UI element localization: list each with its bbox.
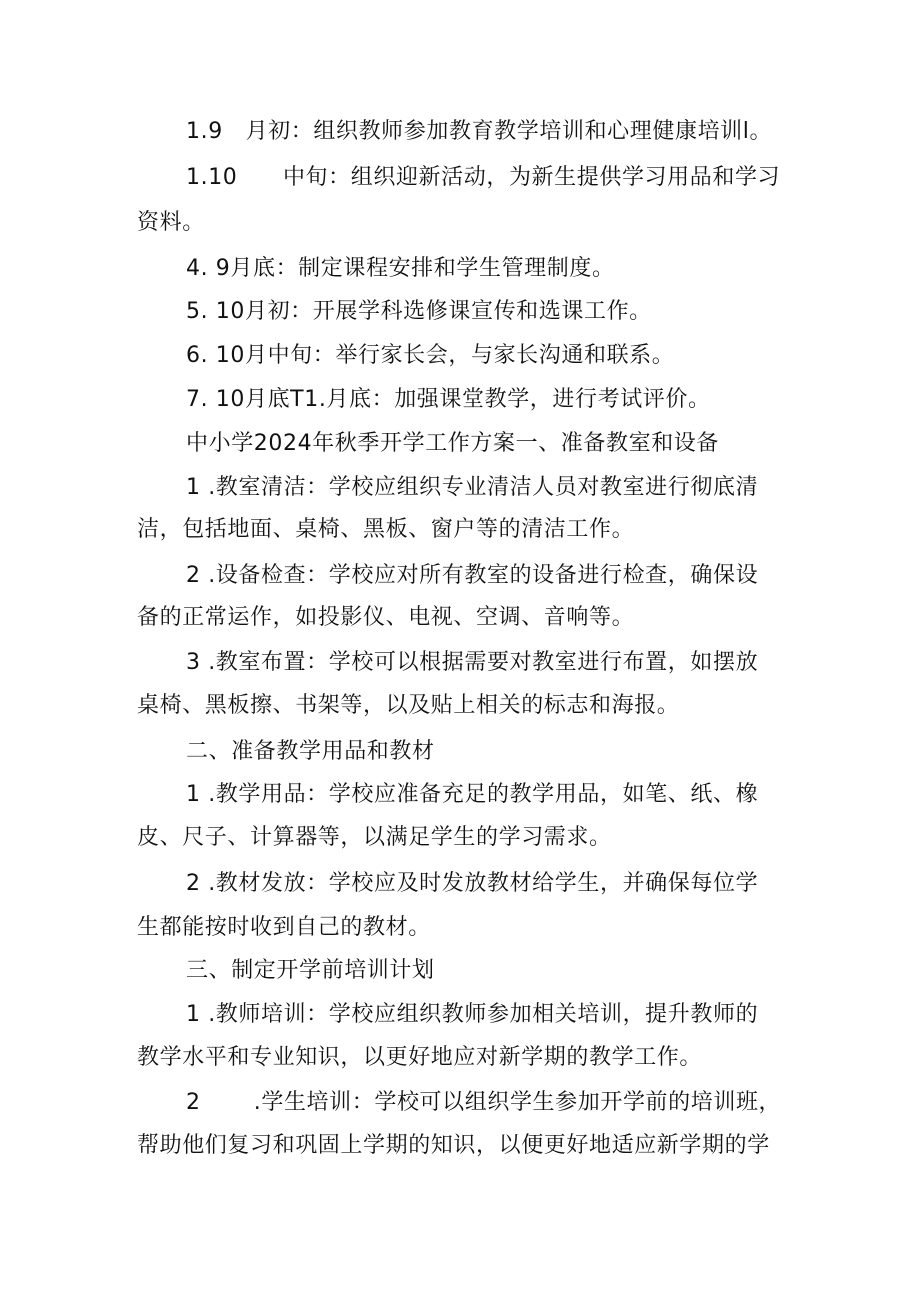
text-line: 生都能按时收到自己的教材。: [137, 915, 431, 940]
text-line: 6. 10月中旬：举行家长会，与家长沟通和联系。: [186, 343, 675, 368]
text-line: 教学水平和专业知识，以更好地应对新学期的教学工作。: [137, 1045, 703, 1070]
text-line: 桌椅、黑板擦、书架等，以及贴上相关的标志和海报。: [137, 693, 680, 718]
section-heading: 三、制定开学前培训计划: [186, 958, 435, 983]
text-line: 5. 10月初：开展学科选修课宣传和选课工作。: [186, 299, 652, 324]
text-line: 备的正常运作，如投影仪、电视、空调、音响等。: [137, 605, 635, 630]
text-line: 4. 9月底：制定课程安排和学生管理制度。: [186, 256, 615, 281]
section-heading: 二、准备教学用品和教材: [186, 739, 435, 764]
text-line: 1 .教师培训：学校应组织教师参加相关培训，提升教师的: [186, 1002, 759, 1027]
text-line: 1 .教学用品：学校应准备充足的教学用品，如笔、纸、橡: [186, 782, 759, 807]
text-line: 中小学2024年秋季开学工作方案一、准备教室和设备: [186, 431, 719, 456]
text-line: 3 .教室布置：学校可以根据需要对教室进行布置，如摆放: [186, 650, 759, 675]
text-line: 皮、尺子、计算器等，以满足学生的学习需求。: [137, 825, 612, 850]
text-line: 2 .学生培训：学校可以组织学生参加开学前的培训班，: [186, 1090, 782, 1115]
text-line: 2 .设备检查：学校应对所有教室的设备进行检查，确保设: [186, 563, 759, 588]
text-line: 1 .教室清洁：学校应组织专业清洁人员对教室进行彻底清: [186, 475, 759, 500]
text-line: 1.9 月初：组织教师参加教育教学培训和心理健康培训l。: [186, 119, 773, 144]
text-line: 1.10 中旬：组织迎新活动，为新生提供学习用品和学习: [186, 165, 781, 190]
text-line: 7. 10月底T1.月底：加强课堂教学，进行考试评价。: [186, 387, 711, 412]
text-line: 帮助他们复习和巩固上学期的知识，以便更好地适应新学期的学: [137, 1133, 770, 1158]
text-line: 资料。: [137, 210, 205, 235]
text-line: 洁，包括地面、桌椅、黑板、窗户等的清洁工作。: [137, 517, 635, 542]
text-line: 2 .教材发放：学校应及时发放教材给学生，并确保每位学: [186, 871, 759, 896]
